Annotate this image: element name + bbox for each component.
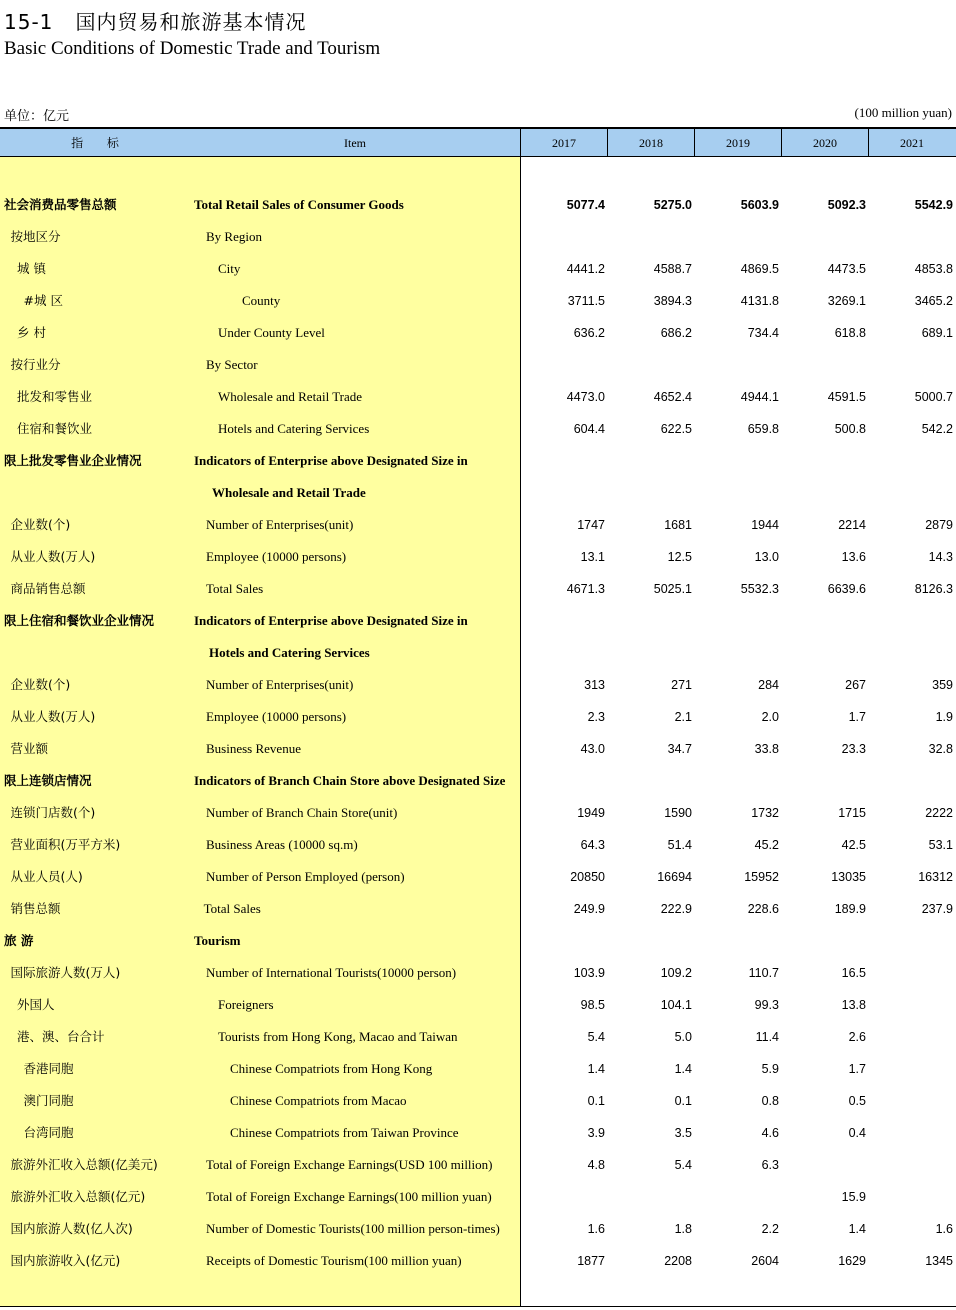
table-row xyxy=(0,541,956,573)
value-cell-2019: 6.3 xyxy=(761,1158,779,1172)
table-title-en: Basic Conditions of Domestic Trade and Tourism xyxy=(4,38,381,59)
value-cell-2017: 20850 xyxy=(570,870,605,884)
table-row xyxy=(0,1245,956,1277)
value-cell-2021 xyxy=(873,925,953,957)
value-cell-2019: 2.0 xyxy=(761,710,779,724)
row-label-cn: 营业额 xyxy=(10,741,49,756)
value-cell-2019: 11.4 xyxy=(755,1030,779,1044)
value-cell-2020: 13.8 xyxy=(841,998,866,1012)
value-cell-2021: 32.8 xyxy=(928,742,953,756)
value-cell-2020: 3269.1 xyxy=(827,294,866,308)
value-cell-2021: 237.9 xyxy=(921,902,953,916)
table-row xyxy=(0,349,956,381)
row-label-en: Wholesale and Retail Trade xyxy=(218,389,363,404)
row-label-cn: 国内旅游收入(亿元) xyxy=(10,1253,121,1268)
row-label-en: Receipts of Domestic Tourism(100 million yuan) xyxy=(206,1253,462,1268)
value-cell-2017: 1.4 xyxy=(587,1062,605,1076)
value-cell-2020: 1715 xyxy=(838,806,866,820)
value-cell-2017 xyxy=(525,477,605,509)
value-cell-2020 xyxy=(786,765,866,797)
value-cell-2021 xyxy=(873,445,953,477)
value-cell-2020: 189.9 xyxy=(834,902,866,916)
table-header xyxy=(0,127,956,157)
value-cell-2021: 1345 xyxy=(925,1254,953,1268)
row-label-en: County xyxy=(242,293,281,308)
table-row xyxy=(0,989,956,1021)
value-cell-2021: 542.2 xyxy=(921,422,953,436)
value-cell-2020: 4591.5 xyxy=(827,390,866,404)
value-cell-2020 xyxy=(786,477,866,509)
value-cell-2020: 13035 xyxy=(831,870,866,884)
row-label-en: Chinese Compatriots from Taiwan Province xyxy=(230,1125,459,1140)
value-cell-2017: 3.9 xyxy=(587,1126,605,1140)
value-cell-2018: 109.2 xyxy=(660,966,692,980)
value-cell-2021 xyxy=(873,957,953,989)
value-cell-2021: 3465.2 xyxy=(914,294,953,308)
table-title-cn-text: 国内贸易和旅游基本情况 xyxy=(75,10,307,34)
value-cell-2017: 1747 xyxy=(577,518,605,532)
value-cell-2017: 4671.3 xyxy=(566,582,605,596)
value-cell-2019: 4131.8 xyxy=(740,294,779,308)
value-cell-2018: 2208 xyxy=(664,1254,692,1268)
table-row xyxy=(0,317,956,349)
row-label-cn: 港、澳、台合计 xyxy=(17,1029,105,1044)
row-label-en: Hotels and Catering Services xyxy=(209,645,370,660)
row-label-en: Chinese Compatriots from Hong Kong xyxy=(230,1061,433,1076)
value-cell-2018: 222.9 xyxy=(660,902,692,916)
value-cell-2019: 99.3 xyxy=(754,998,779,1012)
value-cell-2019: 0.8 xyxy=(761,1094,779,1108)
row-label-en: Under County Level xyxy=(218,325,325,340)
value-cell-2018: 4588.7 xyxy=(653,262,692,276)
row-label-cn: 连锁门店数(个) xyxy=(10,805,96,820)
header-item-en: Item xyxy=(344,136,366,150)
row-label-en: Employee (10000 persons) xyxy=(206,709,347,724)
row-label-en: Total Sales xyxy=(203,901,261,916)
value-cell-2020: 13.6 xyxy=(841,550,866,564)
table-row xyxy=(0,669,956,701)
value-cell-2021: 359 xyxy=(932,678,953,692)
value-cell-2019: 659.8 xyxy=(747,422,779,436)
value-cell-2019: 110.7 xyxy=(748,966,779,980)
value-cell-2018: 271 xyxy=(671,678,692,692)
value-cell-2017 xyxy=(525,221,605,253)
row-label-en: Total Retail Sales of Consumer Goods xyxy=(194,197,404,212)
row-label-cn: 从业人数(万人) xyxy=(10,709,96,724)
value-cell-2020 xyxy=(786,605,866,637)
table-row xyxy=(0,637,956,669)
value-cell-2021 xyxy=(873,989,953,1021)
row-label-en: Number of Person Employed (person) xyxy=(206,869,405,884)
value-cell-2019: 5603.9 xyxy=(740,198,779,212)
value-cell-2021: 2879 xyxy=(925,518,953,532)
table-row xyxy=(0,893,956,925)
value-cell-2017: 43.0 xyxy=(580,742,605,756)
value-cell-2019 xyxy=(699,349,779,381)
value-cell-2018 xyxy=(612,605,692,637)
value-cell-2020 xyxy=(786,1149,866,1181)
value-cell-2017: 249.9 xyxy=(573,902,605,916)
row-label-cn: 国际旅游人数(万人) xyxy=(10,965,121,980)
table-row xyxy=(0,1085,956,1117)
table-row xyxy=(0,829,956,861)
row-label-cn: 乡 村 xyxy=(17,325,46,340)
value-cell-2018 xyxy=(612,445,692,477)
table-row xyxy=(0,765,956,797)
row-label-cn: #城 区 xyxy=(23,293,63,308)
value-cell-2021: 16312 xyxy=(918,870,953,884)
value-cell-2021: 689.1 xyxy=(921,326,953,340)
value-cell-2020: 4473.5 xyxy=(827,262,866,276)
value-cell-2019 xyxy=(699,1181,779,1213)
value-cell-2020 xyxy=(786,349,866,381)
value-cell-2021 xyxy=(873,1085,953,1117)
value-cell-2018: 622.5 xyxy=(660,422,692,436)
value-cell-2017 xyxy=(525,349,605,381)
row-label-cn: 从业人员(人) xyxy=(10,869,83,884)
value-cell-2019 xyxy=(699,765,779,797)
header-year-2019: 2019 xyxy=(726,136,750,150)
value-cell-2017: 5077.4 xyxy=(566,198,605,212)
table-row xyxy=(0,413,956,445)
value-cell-2019 xyxy=(699,605,779,637)
value-cell-2020: 1.7 xyxy=(848,1062,866,1076)
value-cell-2019 xyxy=(699,477,779,509)
value-cell-2017: 1877 xyxy=(577,1254,605,1268)
value-cell-2019: 4944.1 xyxy=(740,390,779,404)
row-label-en: Indicators of Branch Chain Store above Designated Size xyxy=(194,773,506,788)
value-cell-2018: 12.5 xyxy=(667,550,692,564)
value-cell-2018: 1681 xyxy=(664,518,692,532)
value-cell-2021 xyxy=(873,637,953,669)
value-cell-2017: 2.3 xyxy=(587,710,605,724)
value-cell-2020 xyxy=(786,637,866,669)
row-label-en: Total of Foreign Exchange Earnings(USD 100 million) xyxy=(206,1157,493,1172)
row-label-cn: 商品销售总额 xyxy=(10,581,86,596)
value-cell-2018: 1590 xyxy=(664,806,692,820)
value-cell-2021: 2222 xyxy=(925,806,953,820)
row-label-cn: 限上批发零售业企业情况 xyxy=(4,453,142,468)
row-label-cn: 批发和零售业 xyxy=(17,389,93,404)
value-cell-2017: 1949 xyxy=(577,806,605,820)
value-cell-2019: 5.9 xyxy=(761,1062,779,1076)
table-row xyxy=(0,1181,956,1213)
table-row xyxy=(0,733,956,765)
table-row xyxy=(0,445,956,477)
row-label-cn: 销售总额 xyxy=(10,901,61,916)
value-cell-2020: 1.7 xyxy=(848,710,866,724)
value-cell-2020: 6639.6 xyxy=(827,582,866,596)
row-label-cn: 营业面积(万平方米) xyxy=(10,837,121,852)
value-cell-2021 xyxy=(873,477,953,509)
row-label-en: Indicators of Enterprise above Designated Size in xyxy=(194,613,468,628)
row-label-en: By Region xyxy=(206,229,262,244)
value-cell-2018 xyxy=(612,637,692,669)
value-cell-2018: 0.1 xyxy=(674,1094,692,1108)
row-label-en: City xyxy=(218,261,241,276)
value-cell-2018: 5275.0 xyxy=(653,198,692,212)
value-cell-2018: 1.8 xyxy=(674,1222,692,1236)
value-cell-2020: 2.6 xyxy=(848,1030,866,1044)
row-label-cn: 旅游外汇收入总额(亿元) xyxy=(10,1189,146,1204)
table-row xyxy=(0,701,956,733)
header-indicator-cn: 指 标 xyxy=(71,136,129,150)
row-label-cn: 社会消费品零售总额 xyxy=(4,197,117,212)
value-cell-2017: 604.4 xyxy=(573,422,605,436)
table-row xyxy=(0,1149,956,1181)
value-cell-2017: 3711.5 xyxy=(567,294,605,308)
row-label-en: Indicators of Enterprise above Designated Size in xyxy=(194,453,468,468)
bottom-rule xyxy=(0,1306,956,1307)
value-cell-2017: 4.8 xyxy=(587,1158,605,1172)
value-cell-2017: 313 xyxy=(584,678,605,692)
row-label-cn: 企业数(个) xyxy=(10,677,71,692)
row-label-cn: 按地区分 xyxy=(10,229,61,244)
value-cell-2018: 5025.1 xyxy=(653,582,692,596)
value-cell-2017: 103.9 xyxy=(573,966,605,980)
row-label-en: Tourists from Hong Kong, Macao and Taiwan xyxy=(218,1029,458,1044)
value-cell-2017: 64.3 xyxy=(580,838,605,852)
value-cell-2021 xyxy=(873,1021,953,1053)
value-cell-2019 xyxy=(699,445,779,477)
table-row xyxy=(0,477,956,509)
value-cell-2018 xyxy=(612,765,692,797)
value-cell-2017 xyxy=(525,445,605,477)
value-cell-2020: 16.5 xyxy=(841,966,866,980)
value-cell-2017 xyxy=(525,637,605,669)
row-label-en: Employee (10000 persons) xyxy=(206,549,347,564)
value-cell-2018: 3.5 xyxy=(674,1126,692,1140)
value-cell-2020: 267 xyxy=(845,678,866,692)
value-cell-2017: 4441.2 xyxy=(566,262,605,276)
value-cell-2020: 5092.3 xyxy=(827,198,866,212)
value-cell-2020: 42.5 xyxy=(841,838,866,852)
value-cell-2021 xyxy=(873,765,953,797)
value-cell-2019: 4869.5 xyxy=(740,262,779,276)
value-cell-2021 xyxy=(873,349,953,381)
row-label-cn: 城 镇 xyxy=(17,261,46,276)
row-label-en: By Sector xyxy=(206,357,258,372)
value-cell-2018: 16694 xyxy=(657,870,692,884)
value-cell-2019: 228.6 xyxy=(747,902,779,916)
row-label-en: Total Sales xyxy=(206,581,264,596)
value-cell-2017 xyxy=(525,1181,605,1213)
row-label-cn: 住宿和餐饮业 xyxy=(17,421,93,436)
value-cell-2017 xyxy=(525,925,605,957)
row-label-en: Number of Branch Chain Store(unit) xyxy=(206,805,398,820)
value-cell-2018 xyxy=(612,349,692,381)
value-cell-2020: 618.8 xyxy=(834,326,866,340)
table-row xyxy=(0,573,956,605)
row-label-en: Business Revenue xyxy=(206,741,301,756)
row-label-cn: 香港同胞 xyxy=(23,1061,74,1076)
value-cell-2021 xyxy=(873,1053,953,1085)
value-cell-2019: 13.0 xyxy=(754,550,779,564)
value-cell-2020: 1.4 xyxy=(848,1222,866,1236)
value-cell-2020: 15.9 xyxy=(841,1190,866,1204)
value-cell-2019: 1732 xyxy=(751,806,779,820)
row-label-cn: 旅 游 xyxy=(4,933,34,948)
value-cell-2021 xyxy=(873,1149,953,1181)
header-year-2020: 2020 xyxy=(813,136,837,150)
table-row xyxy=(0,925,956,957)
value-cell-2018 xyxy=(612,925,692,957)
table-row xyxy=(0,1213,956,1245)
table-row xyxy=(0,509,956,541)
table-row xyxy=(0,285,956,317)
row-label-cn: 按行业分 xyxy=(10,357,61,372)
value-cell-2020 xyxy=(786,221,866,253)
value-cell-2019: 2.2 xyxy=(761,1222,779,1236)
table-row xyxy=(0,1053,956,1085)
row-label-en: Tourism xyxy=(194,933,241,948)
row-label-cn: 从业人数(万人) xyxy=(10,549,96,564)
value-cell-2020 xyxy=(786,445,866,477)
value-cell-2019: 15952 xyxy=(744,870,779,884)
value-cell-2018 xyxy=(612,477,692,509)
table-row xyxy=(0,381,956,413)
header-year-2021: 2021 xyxy=(900,136,924,150)
value-cell-2019: 1944 xyxy=(751,518,779,532)
row-label-en: Business Areas (10000 sq.m) xyxy=(206,837,358,852)
row-label-cn: 企业数(个) xyxy=(10,517,71,532)
row-label-cn: 外国人 xyxy=(17,997,55,1012)
unit-label-en: (100 million yuan) xyxy=(854,105,952,120)
value-cell-2021: 5542.9 xyxy=(914,198,953,212)
value-cell-2020: 1629 xyxy=(838,1254,866,1268)
table-row xyxy=(0,797,956,829)
value-cell-2019: 5532.3 xyxy=(740,582,779,596)
value-cell-2017: 1.6 xyxy=(587,1222,605,1236)
value-cell-2021: 53.1 xyxy=(928,838,953,852)
value-cell-2020: 2214 xyxy=(838,518,866,532)
value-cell-2019: 734.4 xyxy=(747,326,779,340)
value-cell-2021 xyxy=(873,221,953,253)
value-cell-2019 xyxy=(699,637,779,669)
value-cell-2021: 8126.3 xyxy=(914,582,953,596)
value-cell-2019: 2604 xyxy=(751,1254,779,1268)
value-cell-2021 xyxy=(873,605,953,637)
header-year-2017: 2017 xyxy=(552,136,576,150)
row-label-en: Total of Foreign Exchange Earnings(100 million yuan) xyxy=(206,1189,492,1204)
value-cell-2017: 98.5 xyxy=(580,998,605,1012)
value-cell-2017 xyxy=(525,765,605,797)
value-cell-2021 xyxy=(873,1117,953,1149)
table-row xyxy=(0,221,956,253)
value-cell-2021: 5000.7 xyxy=(914,390,953,404)
row-label-en: Wholesale and Retail Trade xyxy=(212,485,366,500)
table-number: 15-1 xyxy=(4,10,54,34)
row-label-en: Number of Domestic Tourists(100 million person-times) xyxy=(206,1221,500,1236)
value-cell-2017: 5.4 xyxy=(587,1030,605,1044)
unit-label-cn: 单位：亿元 xyxy=(4,109,70,124)
value-cell-2020: 500.8 xyxy=(834,422,866,436)
value-cell-2019: 45.2 xyxy=(754,838,779,852)
value-cell-2018: 1.4 xyxy=(674,1062,692,1076)
table-row xyxy=(0,1021,956,1053)
table-body xyxy=(0,189,956,1277)
row-label-en: Chinese Compatriots from Macao xyxy=(230,1093,407,1108)
value-cell-2018 xyxy=(612,1181,692,1213)
row-label-en: Number of International Tourists(10000 person) xyxy=(206,965,457,980)
row-label-en: Foreigners xyxy=(218,997,274,1012)
value-cell-2020: 0.4 xyxy=(848,1126,866,1140)
value-cell-2018: 686.2 xyxy=(660,326,692,340)
table-row xyxy=(0,605,956,637)
table-row xyxy=(0,1117,956,1149)
row-label-en: Number of Enterprises(unit) xyxy=(206,677,354,692)
value-cell-2021: 14.3 xyxy=(928,550,953,564)
table-row xyxy=(0,861,956,893)
value-cell-2018: 34.7 xyxy=(667,742,692,756)
value-cell-2021: 1.6 xyxy=(935,1222,953,1236)
value-cell-2017: 0.1 xyxy=(587,1094,605,1108)
value-cell-2017 xyxy=(525,605,605,637)
value-cell-2019: 284 xyxy=(758,678,779,692)
table-row xyxy=(0,253,956,285)
value-cell-2019: 33.8 xyxy=(754,742,779,756)
value-cell-2021 xyxy=(873,1181,953,1213)
row-label-cn: 旅游外汇收入总额(亿美元) xyxy=(10,1157,158,1172)
value-cell-2018: 104.1 xyxy=(660,998,692,1012)
row-label-cn: 限上住宿和餐饮业企业情况 xyxy=(4,613,155,628)
value-cell-2018: 2.1 xyxy=(674,710,692,724)
table-title-cn xyxy=(4,6,306,35)
value-cell-2018: 4652.4 xyxy=(653,390,692,404)
value-cell-2018: 5.0 xyxy=(674,1030,692,1044)
table-row xyxy=(0,189,956,221)
row-label-en: Hotels and Catering Services xyxy=(218,421,370,436)
value-cell-2020: 0.5 xyxy=(848,1094,866,1108)
value-cell-2020: 23.3 xyxy=(841,742,866,756)
value-cell-2021: 4853.8 xyxy=(914,262,953,276)
value-cell-2020 xyxy=(786,925,866,957)
value-cell-2018: 51.4 xyxy=(667,838,692,852)
value-cell-2018: 5.4 xyxy=(674,1158,692,1172)
value-cell-2019 xyxy=(699,221,779,253)
row-label-en: Number of Enterprises(unit) xyxy=(206,517,354,532)
value-cell-2017: 636.2 xyxy=(573,326,605,340)
value-cell-2018 xyxy=(612,221,692,253)
value-cell-2018: 3894.3 xyxy=(653,294,692,308)
value-cell-2021: 1.9 xyxy=(935,710,953,724)
row-label-cn: 国内旅游人数(亿人次) xyxy=(10,1221,133,1236)
row-label-cn: 限上连锁店情况 xyxy=(4,773,92,788)
row-label-cn: 台湾同胞 xyxy=(23,1125,74,1140)
value-cell-2019: 4.6 xyxy=(761,1126,779,1140)
value-cell-2019 xyxy=(699,925,779,957)
header-year-2018: 2018 xyxy=(639,136,663,150)
table-row xyxy=(0,957,956,989)
row-label-cn: 澳门同胞 xyxy=(23,1093,74,1108)
value-cell-2017: 13.1 xyxy=(580,550,605,564)
value-cell-2017: 4473.0 xyxy=(566,390,605,404)
